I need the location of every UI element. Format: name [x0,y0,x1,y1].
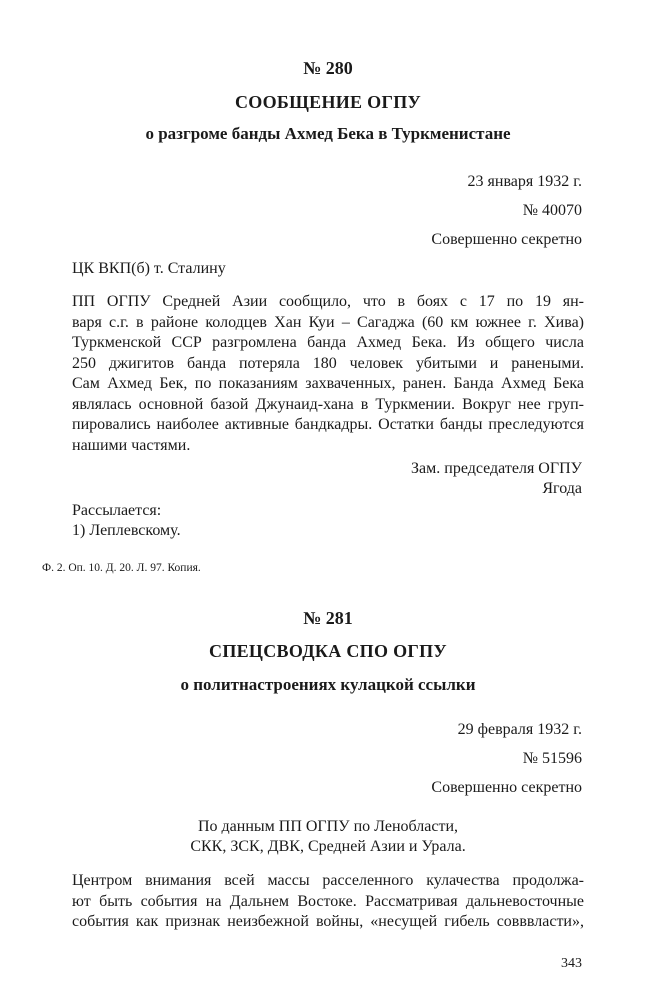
doc280-body [72,292,584,456]
doc281-classification: Совершенно секретно [431,779,582,796]
doc281-reg-number: № 51596 [522,750,582,767]
doc280-distribution-label: Рассылается: [72,502,162,519]
doc281-subtitle: о политнастроениях кулацкой ссылки [180,675,476,694]
doc281-title: СПЕЦСВОДКА СПО ОГПУ [209,641,447,661]
doc280-date: 23 января 1932 г. [467,173,582,190]
doc280-body-line: Сам Ахмед Бек, по показаниям захваченных, ранен. Банда Ахмед Бека [72,375,584,392]
doc280-subtitle: о разгроме банды Ахмед Бека в Туркменистане [145,124,511,143]
doc280-body-line: являлась основной базой Джунаид-хана в Туркмении. Вокруг нее груп- [72,395,584,413]
doc280-signature-name: Ягода [542,480,582,497]
doc280-distribution-item: 1) Леплевскому. [72,522,181,539]
doc280-archive-ref: Ф. 2. Оп. 10. Д. 20. Л. 97. Копия. [42,562,201,574]
doc280-number: № 280 [303,58,353,78]
doc281-body-line: события как признак неизбежной войны, «несущей гибель совввласти», [72,913,584,930]
doc281-body [72,871,584,933]
doc280-body-line: 250 джигитов банда потеряла 180 человек убитыми и ранеными. [72,354,584,372]
doc280-title: СООБЩЕНИЕ ОГПУ [234,92,422,112]
doc281-source-line1: По данным ПП ОГПУ по Ленобласти, [197,818,459,835]
doc280-body-line: ПП ОГПУ Средней Азии сообщило, что в боях с 17 по 19 ян- [72,293,584,310]
doc281-date: 29 февраля 1932 г. [457,721,582,738]
doc281-body-line: Центром внимания всей массы расселенного кулачества продолжа- [72,872,584,889]
page-number: 343 [561,956,582,971]
doc280-body-line: пировались наиболее активные бандкадры. Остатки банды преследуются [72,416,584,433]
doc280-classification: Совершенно секретно [431,231,582,248]
doc280-body-line: варя с.г. в районе колодцев Хан Куи – Сагаджа (60 км южнее г. Хива) [72,313,584,331]
doc280-reg-number: № 40070 [522,202,582,219]
doc281-body-line: ют быть события на Дальнем Востоке. Рассматривая дальневосточные [72,892,584,910]
doc281-source-line2: СКК, ЗСК, ДВК, Средней Азии и Урала. [190,838,466,855]
doc280-body-line: Туркменской ССР разгромлена банда Ахмед Бека. Из общего числа [72,334,584,351]
doc280-signature-title: Зам. председателя ОГПУ [411,460,582,477]
doc280-addressee: ЦК ВКП(б) т. Сталину [72,260,226,277]
doc281-number: № 281 [303,608,353,628]
doc280-body-line: нашими частями. [72,436,191,454]
